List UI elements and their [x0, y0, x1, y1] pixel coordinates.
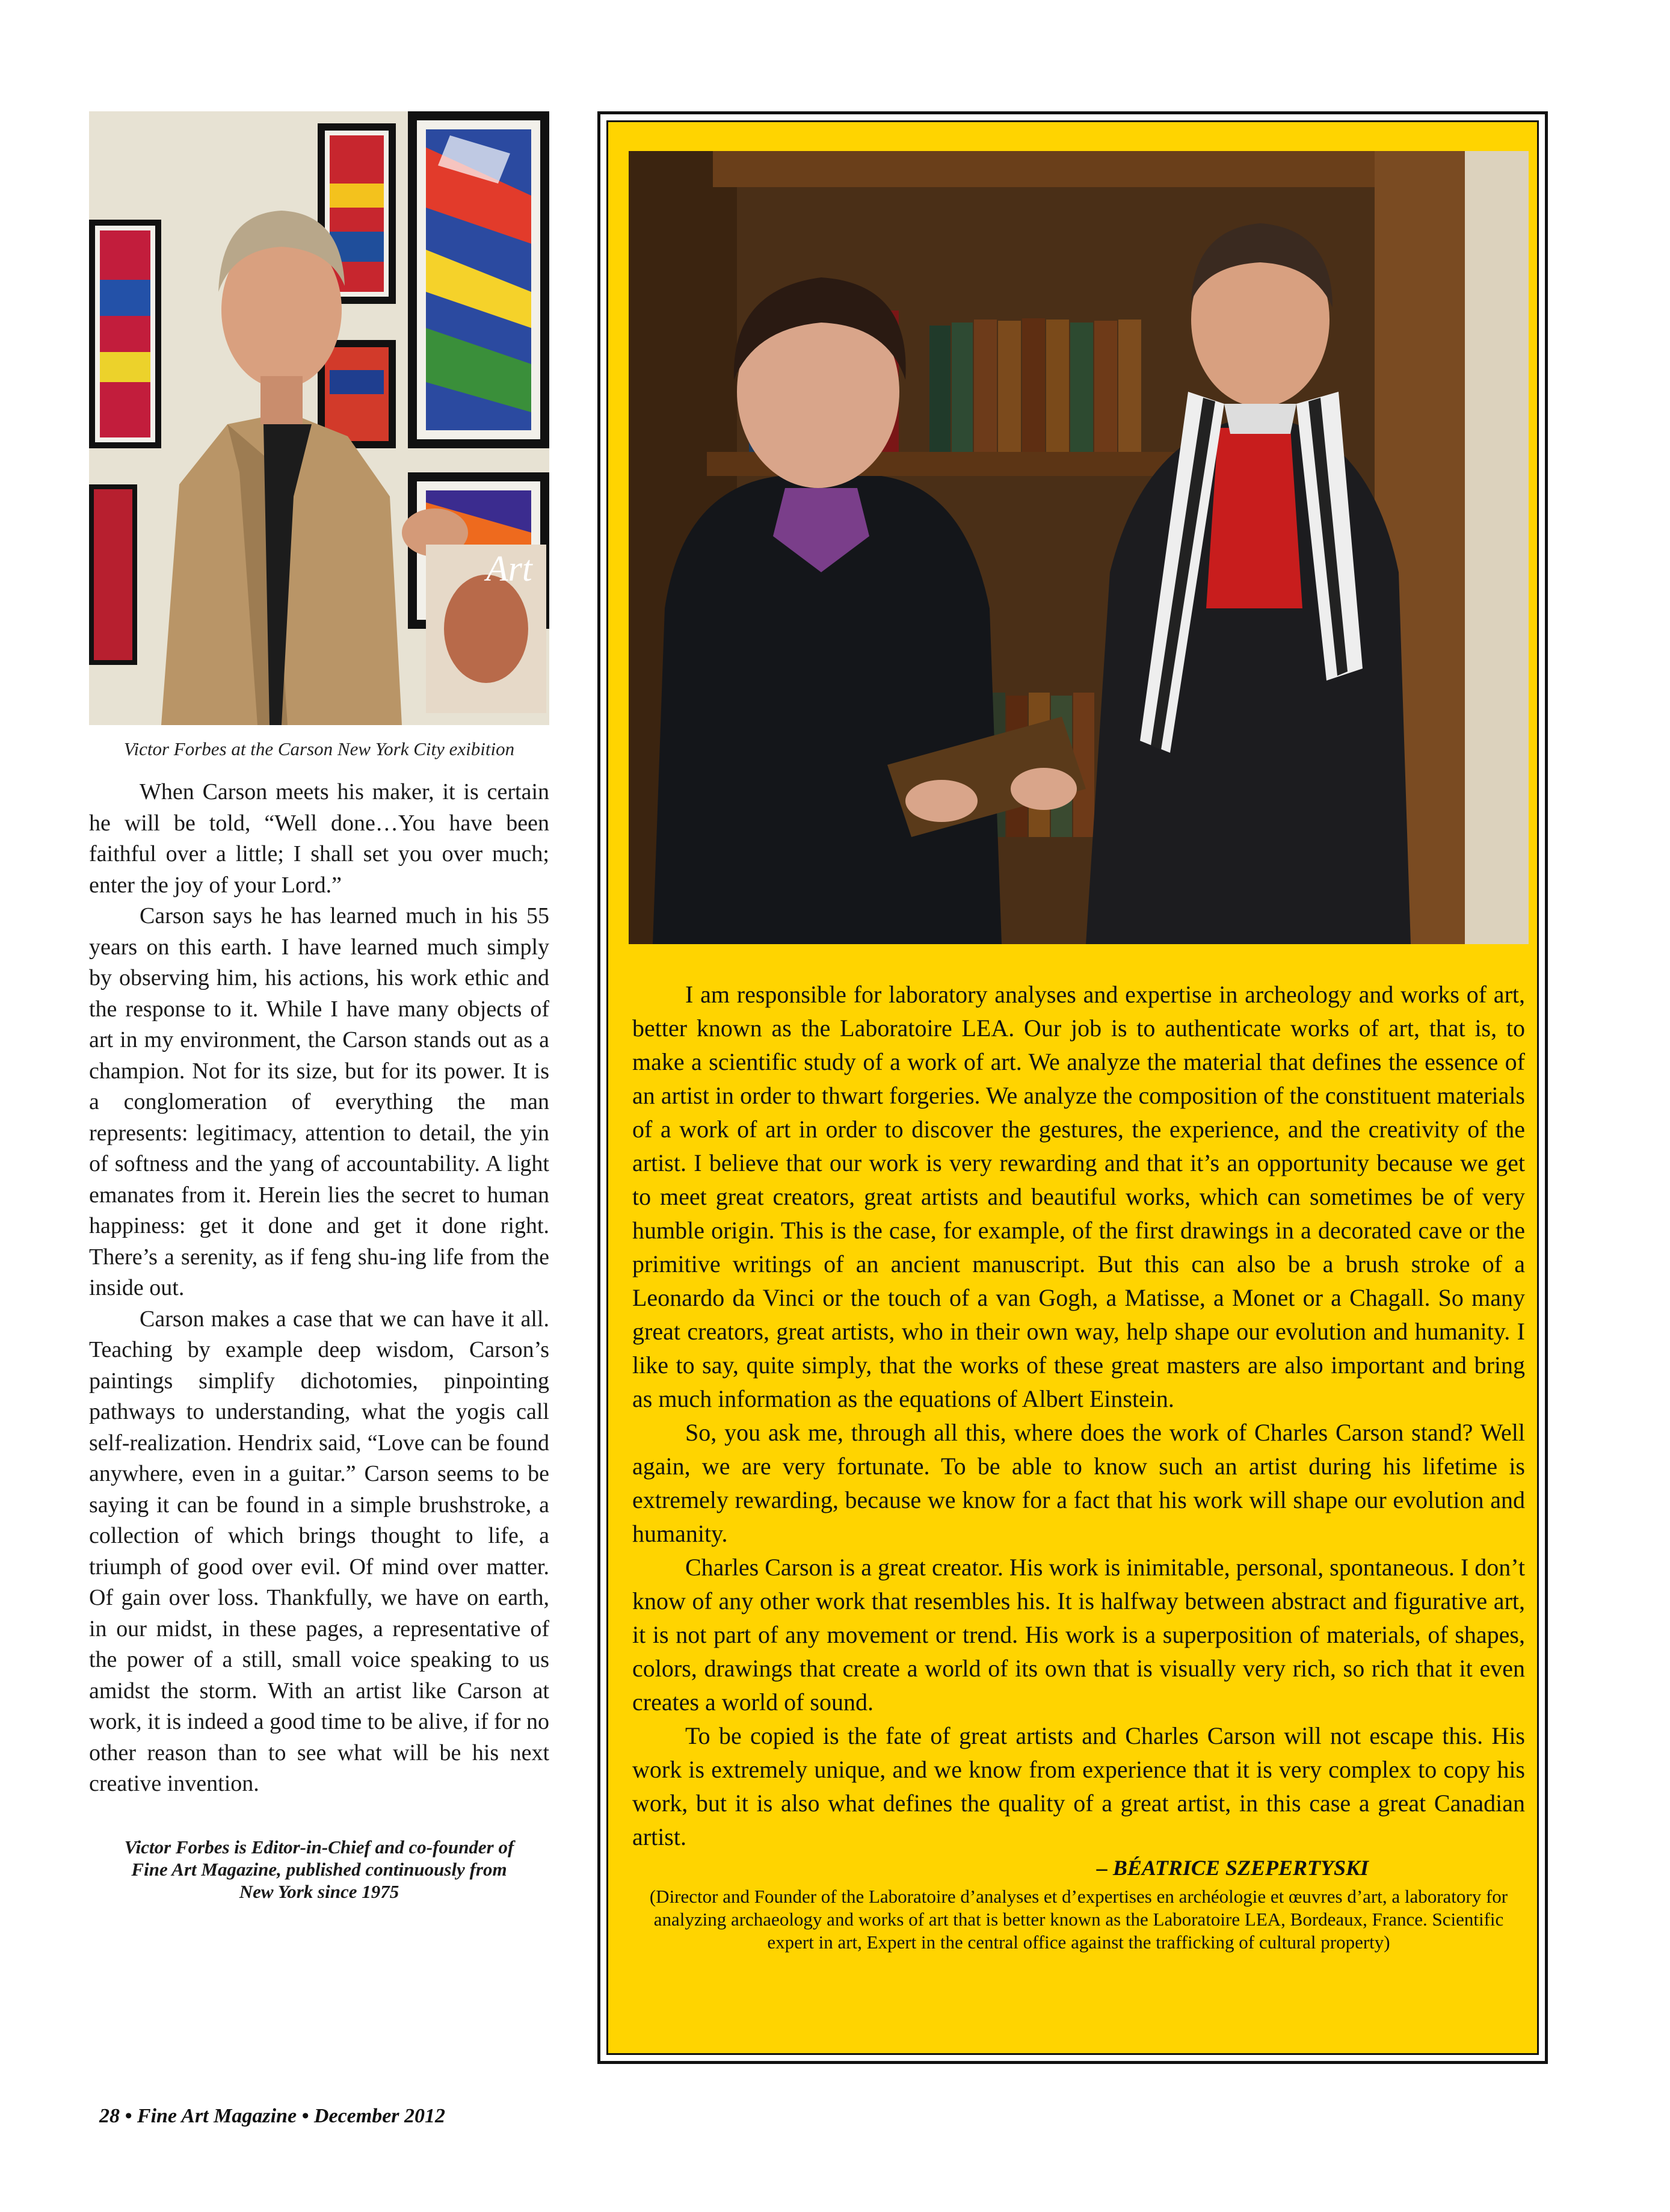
author-credentials: (Director and Founder of the Laboratoire d’analyses et d’expertises en archéologie et œuvres d’art, a laboratory for analyzing archaeology and works of art that is better known as the Laboratoire LEA, Bordeaux, France. Scientific expert in art, Expert in the central office against the trafficking of cultural property): [649, 1886, 1508, 1953]
left-photo-caption: Victor Forbes at the Carson New York City exibition: [123, 738, 515, 759]
panel-photo-illustration: [629, 151, 1529, 944]
author-bio: Victor Forbes is Editor-in-Chief and co-founder of Fine Art Magazine, published continuously from New York since 1975: [124, 1836, 514, 1902]
signature: – BÉATRICE SZEPERTYSKI: [1096, 1856, 1369, 1880]
left-paragraph: Carson says he has learned much in his 55 years on this earth. I have learned much simply by observing him, his actions, his work ethic and the response to it. While I have many objects of art in my environment, the Carson stands out as a champion. Not for its size, but for its power. It is a conglomeration of everything the man represents: legitimacy, attention to detail, the yin of softness and the yang of accountability. A light emanates from it. Herein lies the secret to human happiness: get it done and get it done right. There’s a serenity, as if feng shu-ing life from the inside out.: [89, 903, 549, 1300]
photo-victor-forbes: [89, 111, 549, 725]
left-paragraph: Carson makes a case that we can have it all. Teaching by example deep wisdom, Carson’s paintings simplify dichotomies, pinpointing pathways to understanding, what the yogis call self-realization. Hendrix said, “Love can be found anywhere, even in a guitar.” Carson seems to be saying it can be found in a simple brushstroke, a collection of which brings thought to life, a triumph of good over evil. Of mind over matter. Of gain over loss. Thankfully, we have on earth, in our midst, in these pages, a representative of the power of a still, small voice speaking to us amidst the storm. With an artist like Carson at work, it is indeed a good time to be alive, if for no other reason than to see what will be his next creative invention.: [89, 1306, 549, 1796]
testimonial-text: [632, 978, 1525, 1954]
left-column: [89, 111, 549, 1903]
testimonial-paragraph: Charles Carson is a great creator. His work is inimitable, personal, spontaneous. I don’t know of any other work that resembles his. It is halfway between abstract and figurative art, it is not part of any movement or trend. His work is a superposition of materials, of shapes, colors, drawings that create a world of its own that is visually very rich, so rich that it even creates a world of sound.: [632, 1554, 1525, 1716]
magazine-cover-text: Art: [486, 549, 532, 589]
testimonial-paragraph: To be copied is the fate of great artists and Charles Carson will not escape this. His work is extremely unique, and we know from experience that it is very complex to copy his work, but it is also what defines the quality of a great artist, in this case a great Canadian artist.: [632, 1722, 1525, 1850]
page-footer: 28 • Fine Art Magazine • December 2012: [99, 2105, 446, 2127]
left-paragraph: When Carson meets his maker, it is certain he will be told, “Well done…You have been faithful over a little; I shall set you over much; enter the joy of your Lord.”: [89, 779, 549, 898]
testimonial-panel-inner: [606, 120, 1539, 2055]
photo-szepertyski-carson: [629, 151, 1529, 944]
testimonial-paragraph: So, you ask me, through all this, where does the work of Charles Carson stand? Well again, we are very fortunate. To be able to know such an artist during his lifetime is extremely rewarding, because we know for a fact that his work will shape our evolution and humanity.: [632, 1419, 1525, 1547]
photo-illustration: [89, 111, 549, 725]
left-article-body: [89, 777, 549, 1800]
testimonial-paragraph: I am responsible for laboratory analyses and expertise in archeology and works of art, better known as the Laboratoire LEA. Our job is to authenticate works of art, that is, to make a scientific study of a work of art. We analyze the material that defines the essence of an artist in order to thwart forgeries. We analyze the composition of the constituent materials of a work of art in order to discover the gestures, the experience, and the creativity of the artist. I believe that our work is very rewarding and that it’s an opportunity because we get to meet great creators, great artists and beautiful works, which can sometimes be of very humble origin. This is the case, for example, of the first drawings in a decorated cave or the primitive writings of an ancient manuscript. But this can also be a brush stroke of a Leonardo da Vinci or the touch of a van Gogh, a Matisse, a Monet or a Chagall. So many great creators, great artists, who in their own way, help shape our evolution and humanity. I like to say, quite simply, that the works of these great masters are also important and bring as much information as the equations of Albert Einstein.: [632, 981, 1525, 1412]
testimonial-panel: [597, 111, 1548, 2064]
